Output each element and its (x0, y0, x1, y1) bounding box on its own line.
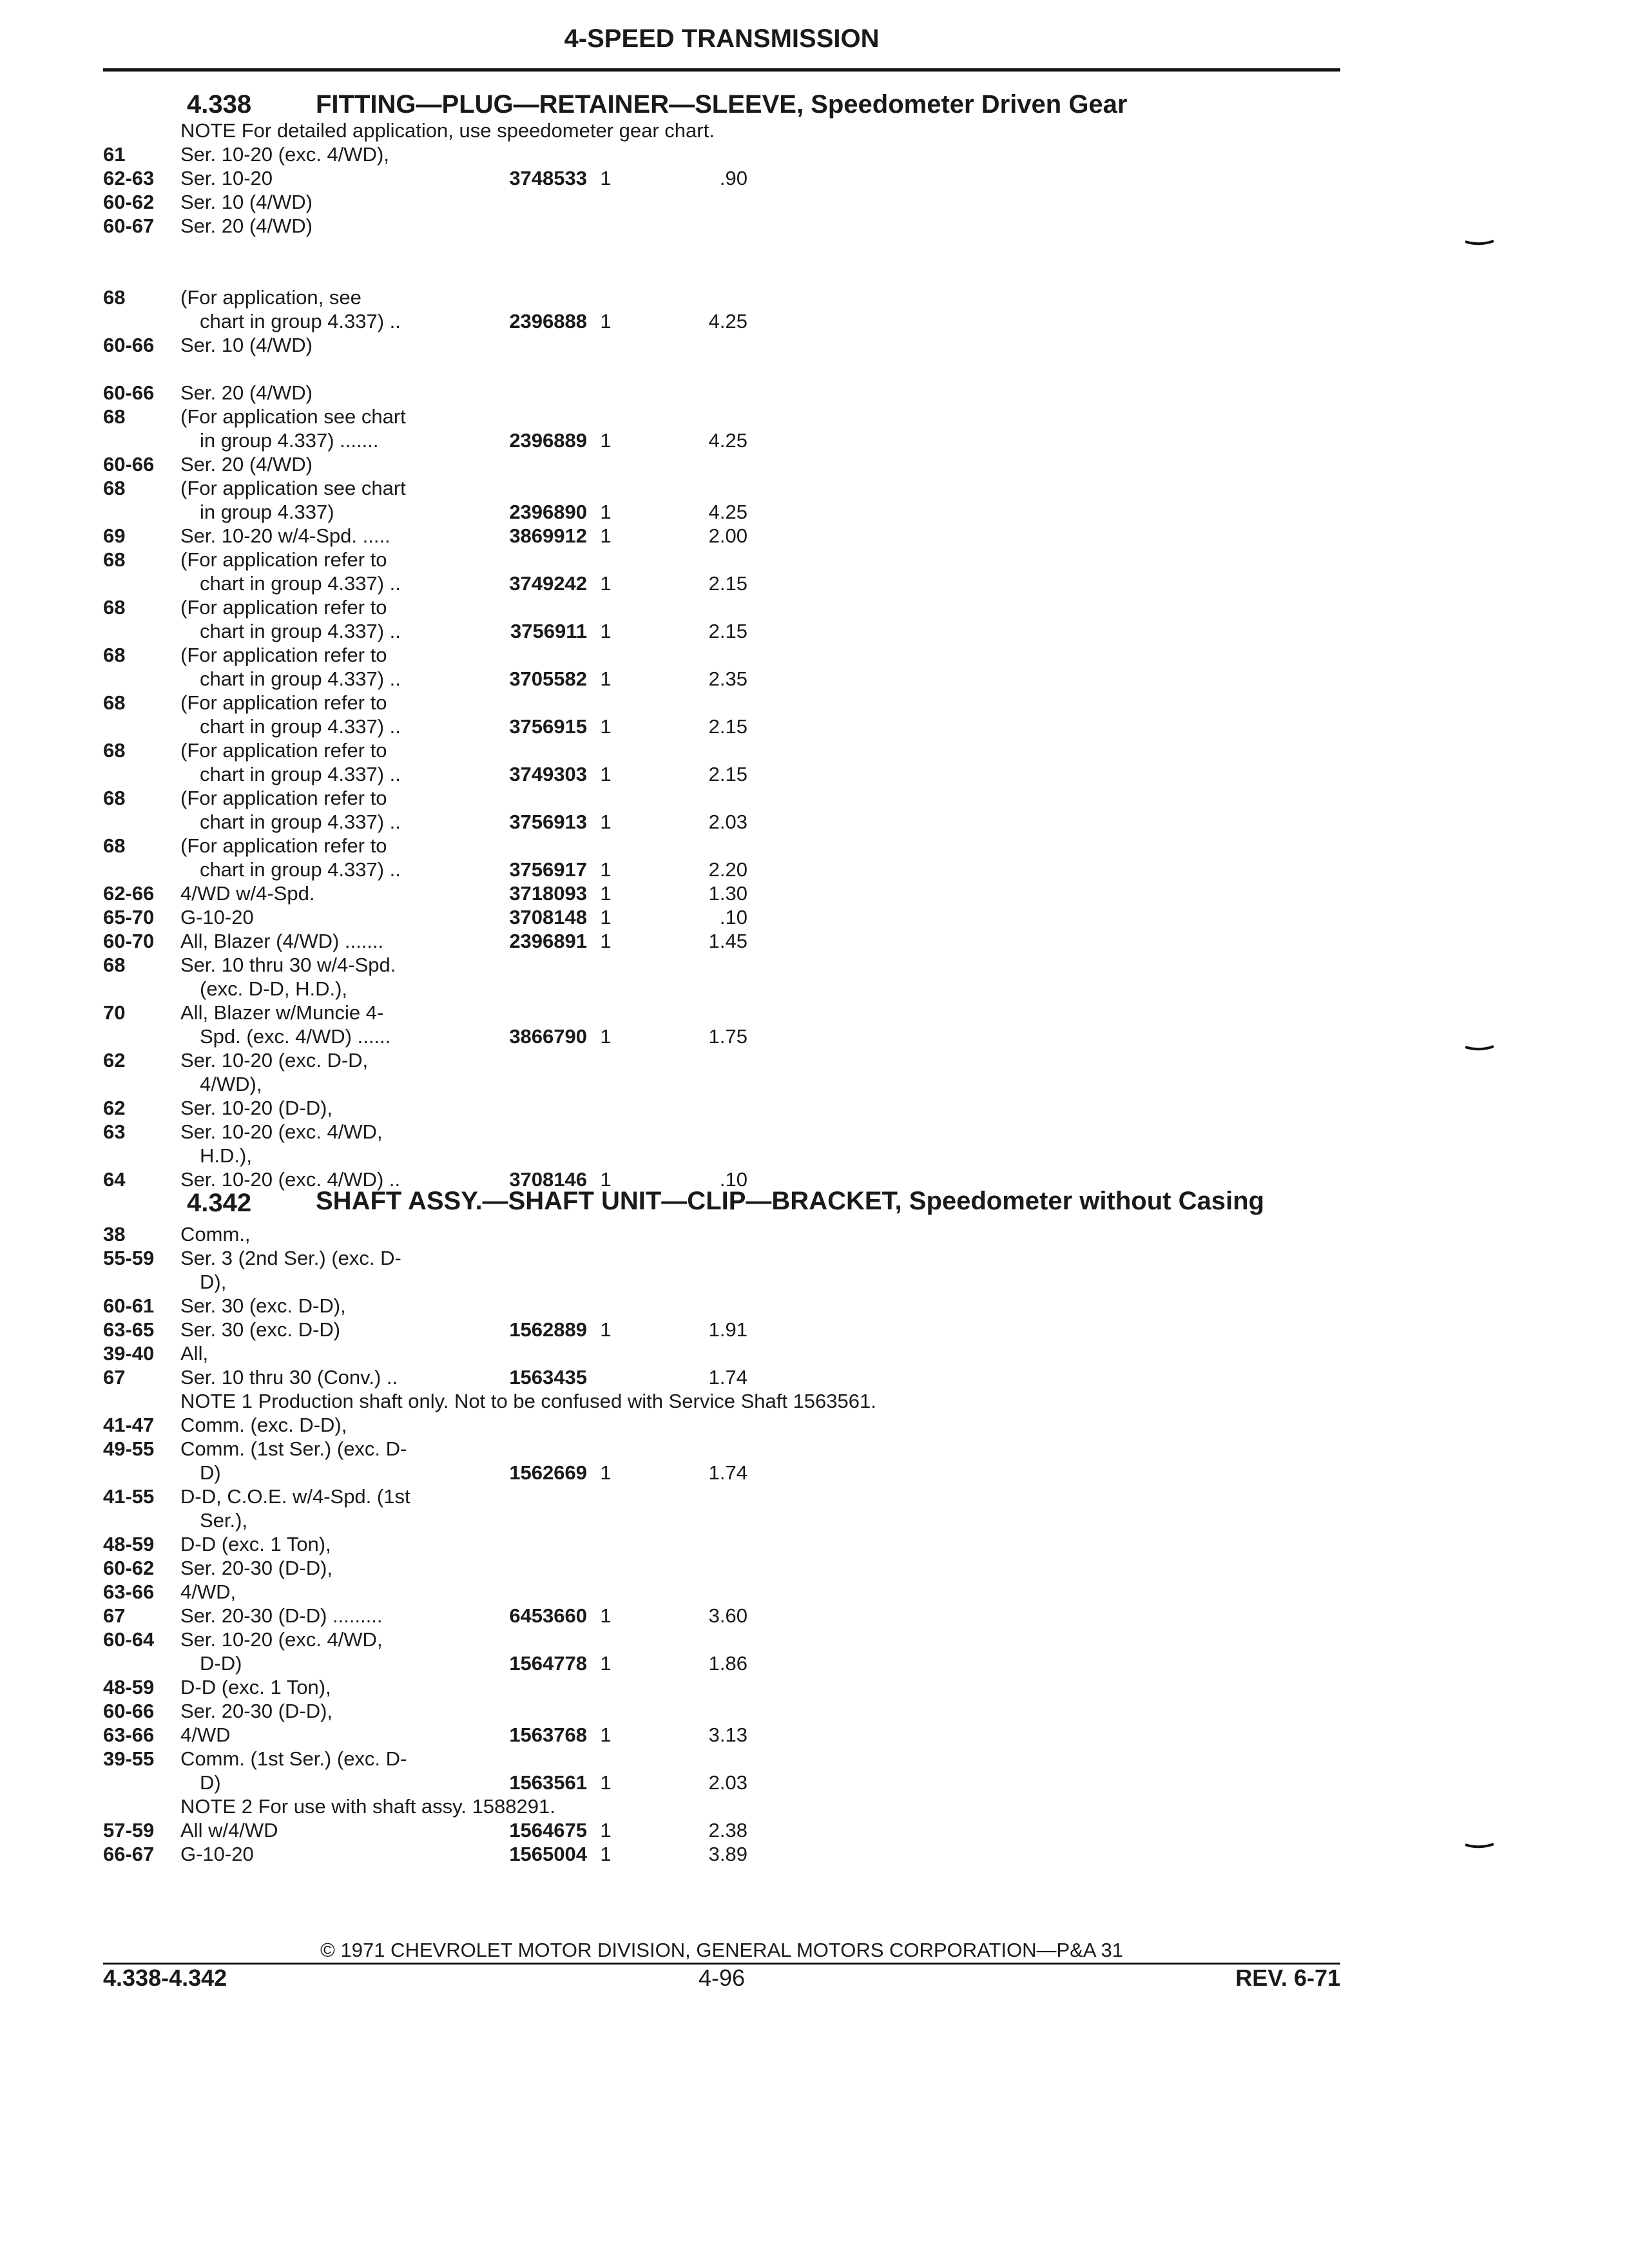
application-description: D) (200, 1771, 221, 1794)
part-number: 2396888 (470, 309, 587, 333)
model-year: 67 (103, 1604, 126, 1627)
table-row (103, 142, 1340, 166)
part-number: 3749242 (470, 572, 587, 595)
table-row (103, 214, 1340, 238)
quantity: 1 (600, 715, 612, 738)
application-description: Ser. 3 (2nd Ser.) (exc. D- (180, 1247, 401, 1269)
part-number: 3866790 (470, 1024, 587, 1048)
application-description: (For application refer to (180, 644, 387, 666)
application-description: (For application refer to (180, 596, 387, 619)
application-description: chart in group 4.337) .. (200, 858, 401, 881)
table-row (103, 1072, 1340, 1096)
quantity: 1 (600, 930, 612, 952)
application-description: Ser. 10 (4/WD) (180, 334, 313, 356)
part-number: 3756913 (470, 810, 587, 834)
model-year: 63-66 (103, 1724, 155, 1746)
list-price: 3.13 (708, 1724, 747, 1746)
list-price: 2.03 (708, 1771, 747, 1794)
model-year: 49-55 (103, 1437, 155, 1460)
part-number: 1564778 (470, 1651, 587, 1675)
application-description: (For application, see (180, 286, 361, 309)
quantity: 1 (600, 1318, 612, 1341)
part-number: 1562889 (470, 1318, 587, 1341)
table-row (103, 1024, 1340, 1048)
application-description: Ser. 10-20 (exc. 4/WD) .. (180, 1168, 401, 1191)
table-row (103, 1747, 1340, 1771)
quantity: 1 (600, 811, 612, 833)
list-price: .90 (719, 167, 747, 189)
application-description: All, (180, 1342, 209, 1365)
model-year: 55-59 (103, 1247, 155, 1269)
table-row (103, 953, 1340, 977)
table-row (103, 1699, 1340, 1723)
quantity: 1 (600, 1771, 612, 1794)
list-price: 2.03 (708, 811, 747, 833)
section-number: 4.338 (187, 90, 252, 119)
table-row (103, 1341, 1340, 1365)
application-description: Ser. 20 (4/WD) (180, 453, 313, 476)
model-year: 60-66 (103, 453, 155, 476)
application-description: Ser. 10-20 (exc. 4/WD, (180, 1120, 383, 1143)
application-description: 4/WD), (200, 1073, 262, 1095)
table-row (103, 452, 1340, 476)
application-description: 4/WD (180, 1724, 231, 1746)
part-number: 3705582 (470, 667, 587, 691)
table-row (103, 595, 1340, 619)
section-title: FITTING—PLUG—RETAINER—SLEEVE, Speedometer Driven Gear (316, 90, 1128, 119)
application-description: Ser. 20-30 (D-D) ......... (180, 1604, 383, 1627)
application-description: D-D (exc. 1 Ton), (180, 1676, 331, 1698)
model-year: 67 (103, 1366, 126, 1389)
application-description: Ser.), (200, 1509, 248, 1532)
table-row (103, 1794, 1340, 1818)
model-year: 48-59 (103, 1533, 155, 1555)
part-number: 3708148 (470, 905, 587, 929)
model-year: 41-55 (103, 1485, 155, 1508)
model-year: 66-67 (103, 1843, 155, 1865)
table-row (103, 1413, 1340, 1437)
list-price: 1.74 (708, 1366, 747, 1389)
model-year: 60-66 (103, 334, 155, 356)
application-description: Ser. 20 (4/WD) (180, 215, 313, 237)
application-description: D-D (exc. 1 Ton), (180, 1533, 331, 1555)
list-price: 4.25 (708, 310, 747, 332)
list-price: 2.15 (708, 715, 747, 738)
table-row (103, 858, 1340, 881)
table-row (103, 309, 1340, 333)
model-year: 38 (103, 1223, 126, 1245)
application-description: H.D.), (200, 1144, 252, 1167)
list-price: 2.00 (708, 524, 747, 547)
quantity: 1 (600, 572, 612, 595)
margin-mark (1465, 240, 1494, 246)
application-description: chart in group 4.337) .. (200, 620, 401, 642)
table-row (103, 1294, 1340, 1318)
list-price: 4.25 (708, 501, 747, 523)
list-price: 1.86 (708, 1652, 747, 1675)
table-row (103, 381, 1340, 405)
note-text: NOTE For detailed application, use speedometer gear chart. (180, 119, 715, 142)
application-description: Ser. 20-30 (D-D), (180, 1557, 333, 1579)
table-row (103, 762, 1340, 786)
application-description: in group 4.337) (200, 501, 334, 523)
note-text: NOTE 2 For use with shaft assy. 1588291. (180, 1795, 555, 1818)
table-row (103, 548, 1340, 572)
application-description: D) (200, 1461, 221, 1484)
table-row (103, 1580, 1340, 1604)
model-year: 68 (103, 787, 126, 809)
application-description: Spd. (exc. 4/WD) ...... (200, 1025, 391, 1048)
table-row (103, 667, 1340, 691)
part-number: 1563561 (470, 1771, 587, 1794)
table-row (103, 1222, 1340, 1246)
section-heading (103, 90, 1340, 119)
table-row (103, 1723, 1340, 1747)
table-row (103, 1270, 1340, 1294)
application-description: (For application refer to (180, 834, 387, 857)
part-number: 2396891 (470, 929, 587, 953)
list-price: 1.91 (708, 1318, 747, 1341)
application-description: chart in group 4.337) .. (200, 310, 401, 332)
table-row (103, 905, 1340, 929)
quantity: 1 (600, 429, 612, 452)
copyright-line (103, 1938, 1340, 1965)
quantity: 1 (600, 1168, 612, 1191)
model-year: 60-62 (103, 1557, 155, 1579)
table-row (103, 1001, 1340, 1024)
table-row (103, 738, 1340, 762)
quantity: 1 (600, 858, 612, 881)
application-description: chart in group 4.337) .. (200, 811, 401, 833)
table-row (103, 1818, 1340, 1842)
part-number: 3756915 (470, 715, 587, 738)
quantity: 1 (600, 167, 612, 189)
part-number: 3756911 (470, 619, 587, 643)
quantity: 1 (600, 1604, 612, 1627)
part-number: 1562669 (470, 1461, 587, 1485)
quantity: 1 (600, 524, 612, 547)
model-year: 63-65 (103, 1318, 155, 1341)
page-header (103, 19, 1340, 72)
model-year: 48-59 (103, 1676, 155, 1698)
table-row (103, 1604, 1340, 1628)
table-row (103, 1556, 1340, 1580)
model-year: 68 (103, 477, 126, 499)
list-price: 4.25 (708, 429, 747, 452)
application-description: Comm. (1st Ser.) (exc. D- (180, 1747, 407, 1770)
table-row (103, 977, 1340, 1001)
application-description: chart in group 4.337) .. (200, 572, 401, 595)
model-year: 41-47 (103, 1414, 155, 1436)
quantity: 1 (600, 882, 612, 905)
table-row (103, 1318, 1340, 1341)
application-description: All, Blazer (4/WD) ....... (180, 930, 384, 952)
list-price: .10 (719, 1168, 747, 1191)
model-year: 61 (103, 143, 126, 166)
application-description: in group 4.337) ....... (200, 429, 379, 452)
table-row (103, 190, 1340, 214)
model-year: 64 (103, 1168, 126, 1191)
section-4-338 (103, 90, 1340, 1191)
part-number: 3749303 (470, 762, 587, 786)
application-description: (For application refer to (180, 691, 387, 714)
table-row (103, 881, 1340, 905)
quantity: 1 (600, 1461, 612, 1484)
model-year: 68 (103, 405, 126, 428)
table-row (103, 500, 1340, 524)
application-description: 4/WD w/4-Spd. (180, 882, 315, 905)
part-number: 1565004 (470, 1842, 587, 1866)
application-description: Comm., (180, 1223, 251, 1245)
quantity: 1 (600, 763, 612, 785)
model-year: 68 (103, 286, 126, 309)
part-number: 3748533 (470, 166, 587, 190)
quantity: 1 (600, 1819, 612, 1841)
table-row (103, 428, 1340, 452)
application-description: G-10-20 (180, 906, 254, 928)
application-description: Ser. 20 (4/WD) (180, 381, 313, 404)
model-year: 60-66 (103, 1700, 155, 1722)
model-year: 63 (103, 1120, 126, 1143)
application-description: (For application refer to (180, 548, 387, 571)
application-description: D-D) (200, 1652, 242, 1675)
list-price: 1.75 (708, 1025, 747, 1048)
list-price: .10 (719, 906, 747, 928)
application-description: D-D, C.O.E. w/4-Spd. (1st (180, 1485, 410, 1508)
copyright-text: © 1971 CHEVROLET MOTOR DIVISION, GENERAL MOTORS CORPORATION—P&A 31 (320, 1939, 1123, 1961)
model-year: 68 (103, 834, 126, 857)
application-description: D), (200, 1271, 227, 1293)
model-year: 68 (103, 954, 126, 976)
table-row (103, 1675, 1340, 1699)
model-year: 68 (103, 596, 126, 619)
footer-revision: REV. 6-71 (1235, 1965, 1340, 1991)
part-number: 3718093 (470, 881, 587, 905)
model-year: 60-62 (103, 191, 155, 213)
quantity: 1 (600, 501, 612, 523)
table-row (103, 1771, 1340, 1794)
model-year: 39-40 (103, 1342, 155, 1365)
application-description: (For application see chart (180, 405, 406, 428)
section-heading (103, 1189, 1340, 1217)
footer-page-number: 4-96 (698, 1965, 746, 1991)
list-price: 1.74 (708, 1461, 747, 1484)
quantity: 1 (600, 668, 612, 690)
quantity: 1 (600, 1025, 612, 1048)
page-title: 4-SPEED TRANSMISSION (564, 24, 880, 53)
table-row (103, 691, 1340, 715)
application-description: All, Blazer w/Muncie 4- (180, 1001, 384, 1024)
quantity: 1 (600, 1652, 612, 1675)
table-row (103, 333, 1340, 357)
application-description: Ser. 10-20 (D-D), (180, 1097, 333, 1119)
table-row (103, 1120, 1340, 1144)
table-row (103, 1485, 1340, 1508)
part-number: 1564675 (470, 1818, 587, 1842)
application-description: Comm. (exc. D-D), (180, 1414, 347, 1436)
note-text: NOTE 1 Production shaft only. Not to be confused with Service Shaft 1563561. (180, 1390, 876, 1412)
table-row (103, 238, 1340, 262)
list-price: 2.35 (708, 668, 747, 690)
table-row (103, 929, 1340, 953)
table-row (103, 786, 1340, 810)
application-description: Ser. 10-20 (exc. 4/WD, (180, 1628, 383, 1651)
model-year: 70 (103, 1001, 126, 1024)
quantity: 1 (600, 310, 612, 332)
application-description: Ser. 10 (4/WD) (180, 191, 313, 213)
model-year: 62 (103, 1049, 126, 1072)
table-row (103, 1144, 1340, 1168)
table-row (103, 810, 1340, 834)
model-year: 62-66 (103, 882, 155, 905)
section-4-342 (103, 1189, 1340, 1866)
table-row (103, 285, 1340, 309)
model-year: 68 (103, 739, 126, 762)
margin-mark (1465, 1843, 1494, 1849)
table-row (103, 1246, 1340, 1270)
footer-group-range: 4.338-4.342 (103, 1965, 227, 1991)
application-description: Ser. 10-20 w/4-Spd. ..... (180, 524, 390, 547)
part-number: 1563768 (470, 1723, 587, 1747)
list-price: 3.89 (708, 1843, 747, 1865)
quantity: 1 (600, 906, 612, 928)
section-title: SHAFT ASSY.—SHAFT UNIT—CLIP—BRACKET, Speedometer without Casing (316, 1187, 1264, 1215)
part-number: 1563435 (470, 1365, 587, 1389)
model-year: 60-70 (103, 930, 155, 952)
part-number: 3708146 (470, 1168, 587, 1191)
model-year: 63-66 (103, 1581, 155, 1603)
model-year: 57-59 (103, 1819, 155, 1841)
table-row (103, 1048, 1340, 1072)
table-row (103, 476, 1340, 500)
part-number: 3869912 (470, 524, 587, 548)
model-year: 60-64 (103, 1628, 155, 1651)
application-description: Ser. 10-20 (exc. D-D, (180, 1049, 369, 1072)
application-description: chart in group 4.337) .. (200, 763, 401, 785)
page-footer (103, 1965, 1340, 1991)
application-description: Ser. 30 (exc. D-D) (180, 1318, 341, 1341)
model-year: 62-63 (103, 167, 155, 189)
table-row (103, 1365, 1340, 1389)
application-description: Ser. 10-20 (180, 167, 273, 189)
list-price: 3.60 (708, 1604, 747, 1627)
part-number: 2396889 (470, 428, 587, 452)
application-description: All w/4/WD (180, 1819, 278, 1841)
margin-mark (1465, 1045, 1494, 1052)
list-price: 2.20 (708, 858, 747, 881)
model-year: 68 (103, 691, 126, 714)
model-year: 65-70 (103, 906, 155, 928)
quantity: 1 (600, 1843, 612, 1865)
table-row (103, 1651, 1340, 1675)
model-year: 39-55 (103, 1747, 155, 1770)
table-row (103, 572, 1340, 595)
table-row (103, 1389, 1340, 1413)
table-row (103, 262, 1340, 285)
application-description: Comm. (1st Ser.) (exc. D- (180, 1437, 407, 1460)
quantity: 1 (600, 1724, 612, 1746)
list-price: 2.15 (708, 763, 747, 785)
section-number: 4.342 (187, 1189, 252, 1217)
application-description: (For application refer to (180, 787, 387, 809)
quantity: 1 (600, 620, 612, 642)
application-description: (For application refer to (180, 739, 387, 762)
table-row (103, 405, 1340, 428)
model-year: 60-66 (103, 381, 155, 404)
table-row (103, 1461, 1340, 1485)
table-row (103, 1437, 1340, 1461)
table-row (103, 715, 1340, 738)
application-description: Ser. 20-30 (D-D), (180, 1700, 333, 1722)
model-year: 69 (103, 524, 126, 547)
application-description: chart in group 4.337) .. (200, 668, 401, 690)
section-note (103, 119, 1340, 142)
application-description: Ser. 10 thru 30 w/4-Spd. (180, 954, 396, 976)
table-row (103, 1842, 1340, 1866)
application-description: (For application see chart (180, 477, 406, 499)
part-number: 6453660 (470, 1604, 587, 1628)
application-description: Ser. 10 thru 30 (Conv.) .. (180, 1366, 398, 1389)
table-row (103, 1096, 1340, 1120)
application-description: Ser. 10-20 (exc. 4/WD), (180, 143, 389, 166)
application-description: Ser. 30 (exc. D-D), (180, 1294, 346, 1317)
table-row (103, 1628, 1340, 1651)
list-price: 2.38 (708, 1819, 747, 1841)
table-row (103, 643, 1340, 667)
model-year: 60-61 (103, 1294, 155, 1317)
table-row (103, 1508, 1340, 1532)
part-number: 2396890 (470, 500, 587, 524)
model-year: 68 (103, 644, 126, 666)
list-price: 1.45 (708, 930, 747, 952)
application-description: chart in group 4.337) .. (200, 715, 401, 738)
application-description: 4/WD, (180, 1581, 236, 1603)
application-description: G-10-20 (180, 1843, 254, 1865)
model-year: 68 (103, 548, 126, 571)
table-row (103, 834, 1340, 858)
table-row (103, 1532, 1340, 1556)
application-description: (exc. D-D, H.D.), (200, 977, 348, 1000)
table-row (103, 524, 1340, 548)
list-price: 2.15 (708, 572, 747, 595)
table-row (103, 166, 1340, 190)
model-year: 60-67 (103, 215, 155, 237)
list-price: 1.30 (708, 882, 747, 905)
part-number: 3756917 (470, 858, 587, 881)
table-row (103, 619, 1340, 643)
model-year: 62 (103, 1097, 126, 1119)
table-row (103, 357, 1340, 381)
list-price: 2.15 (708, 620, 747, 642)
